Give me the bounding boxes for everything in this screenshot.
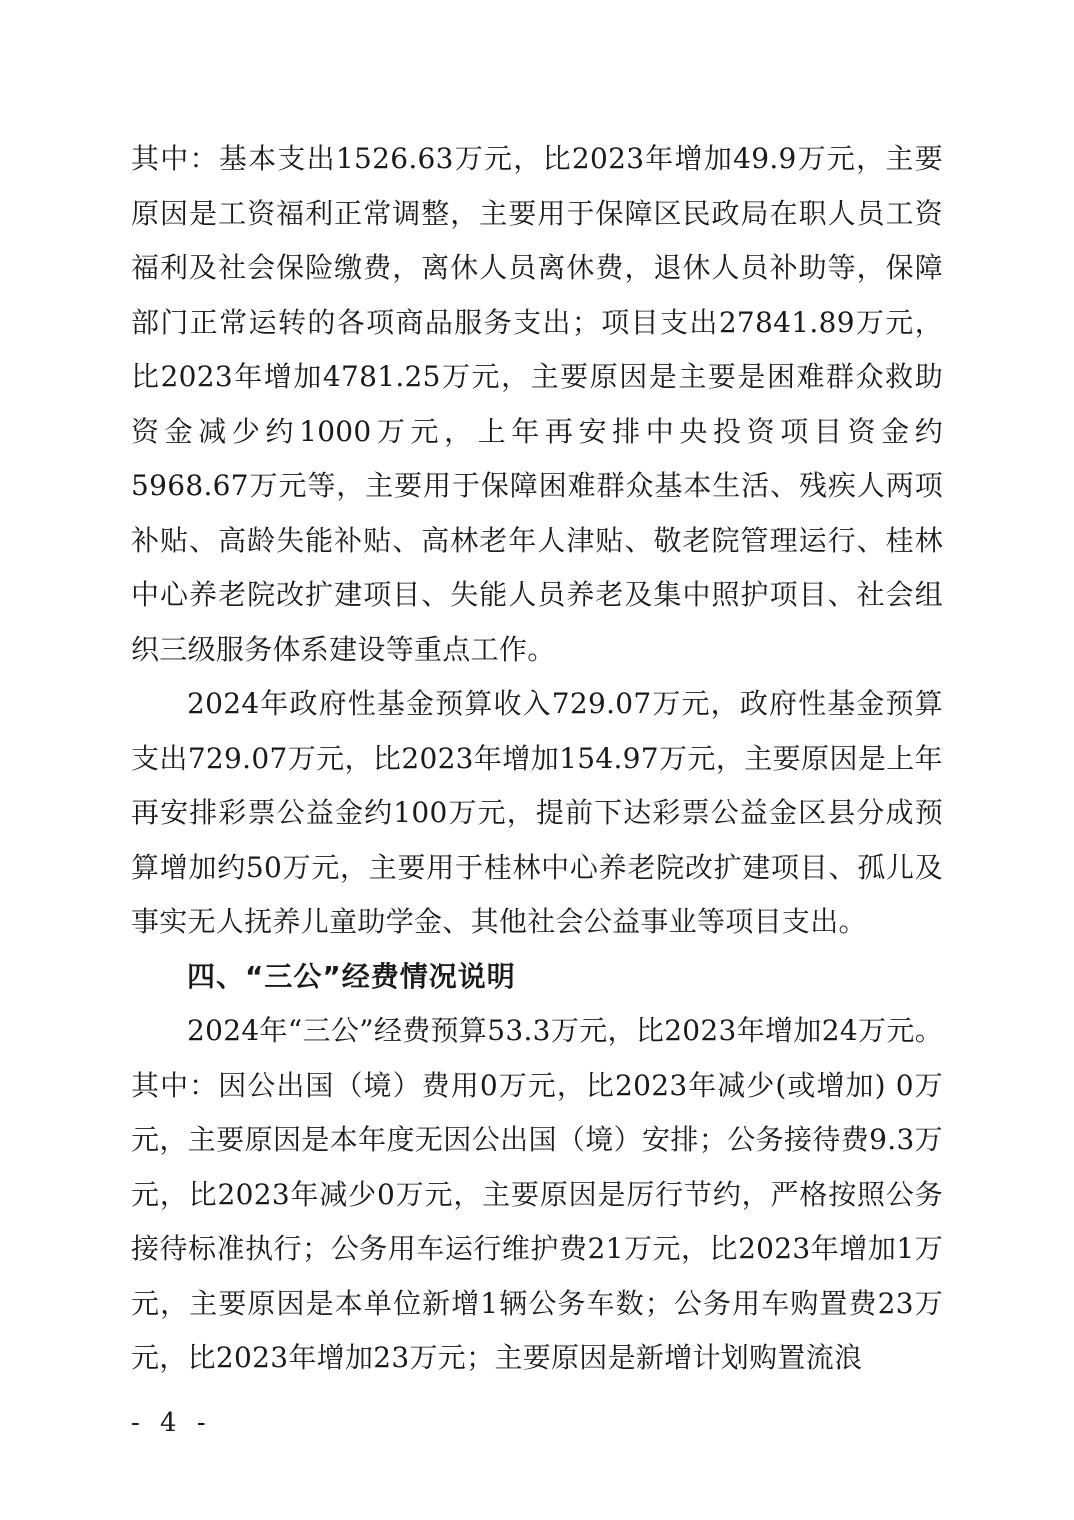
page-number: - 4 - xyxy=(131,1408,212,1438)
paragraph-basic-and-project-expenditure: 其中：基本支出1526.63万元，比2023年增加49.9万元，主要原因是工资福利正常调整，主要用于保障区民政局在职人员工资福利及社会保险缴费，离休人员离休费，退休人员补助等，保障部门正常运转的各项商品服务支出；项目支出27841.89万元，比2023年增加4781.25万元，主要原因是主要是困难群众救助资金减少约1000万元，上年再安排中央投资项目资金约5968.67万元等，主要用于保障困难群众基本生活、残疾人两项补贴、高龄失能补贴、高林老年人津贴、敬老院管理运行、桂林中心养老院改扩建项目、失能人员养老及集中照护项目、社会组织三级服务体系建设等重点工作。 xyxy=(131,142,943,666)
section-heading-three-public-expenses: 四、“三公”经费情况说明 xyxy=(187,959,516,993)
paragraph-government-fund-budget: 2024年政府性基金预算收入729.07万元，政府性基金预算支出729.07万元，比2023年增加154.97万元，主要原因是上年再安排彩票公益金约100万元，提前下达彩票公益金区县分成预算增加约50万元，主要用于桂林中心养老院改扩建项目、孤儿及事实无人抚养儿童助学金、其他社会公益事业等项目支出。 xyxy=(131,687,943,938)
paragraph-three-public-expenses: 2024年“三公”经费预算53.3万元，比2023年增加24万元。其中：因公出国（境）费用0万元，比2023年减少(或增加) 0万元，主要原因是本年度无因公出国（境）安排；公务接待费9.3万元，比2023年减少0万元，主要原因是厉行节约，严格按照公务接待标准执行；公务用车运行维护费21万元，比2023年增加1万元，主要原因是本单位新增1辆公务车数；公务用车购置费23万元，比2023年增加23万元；主要原因是新增计划购置流浪 xyxy=(131,1014,943,1374)
document-body xyxy=(131,132,943,1386)
